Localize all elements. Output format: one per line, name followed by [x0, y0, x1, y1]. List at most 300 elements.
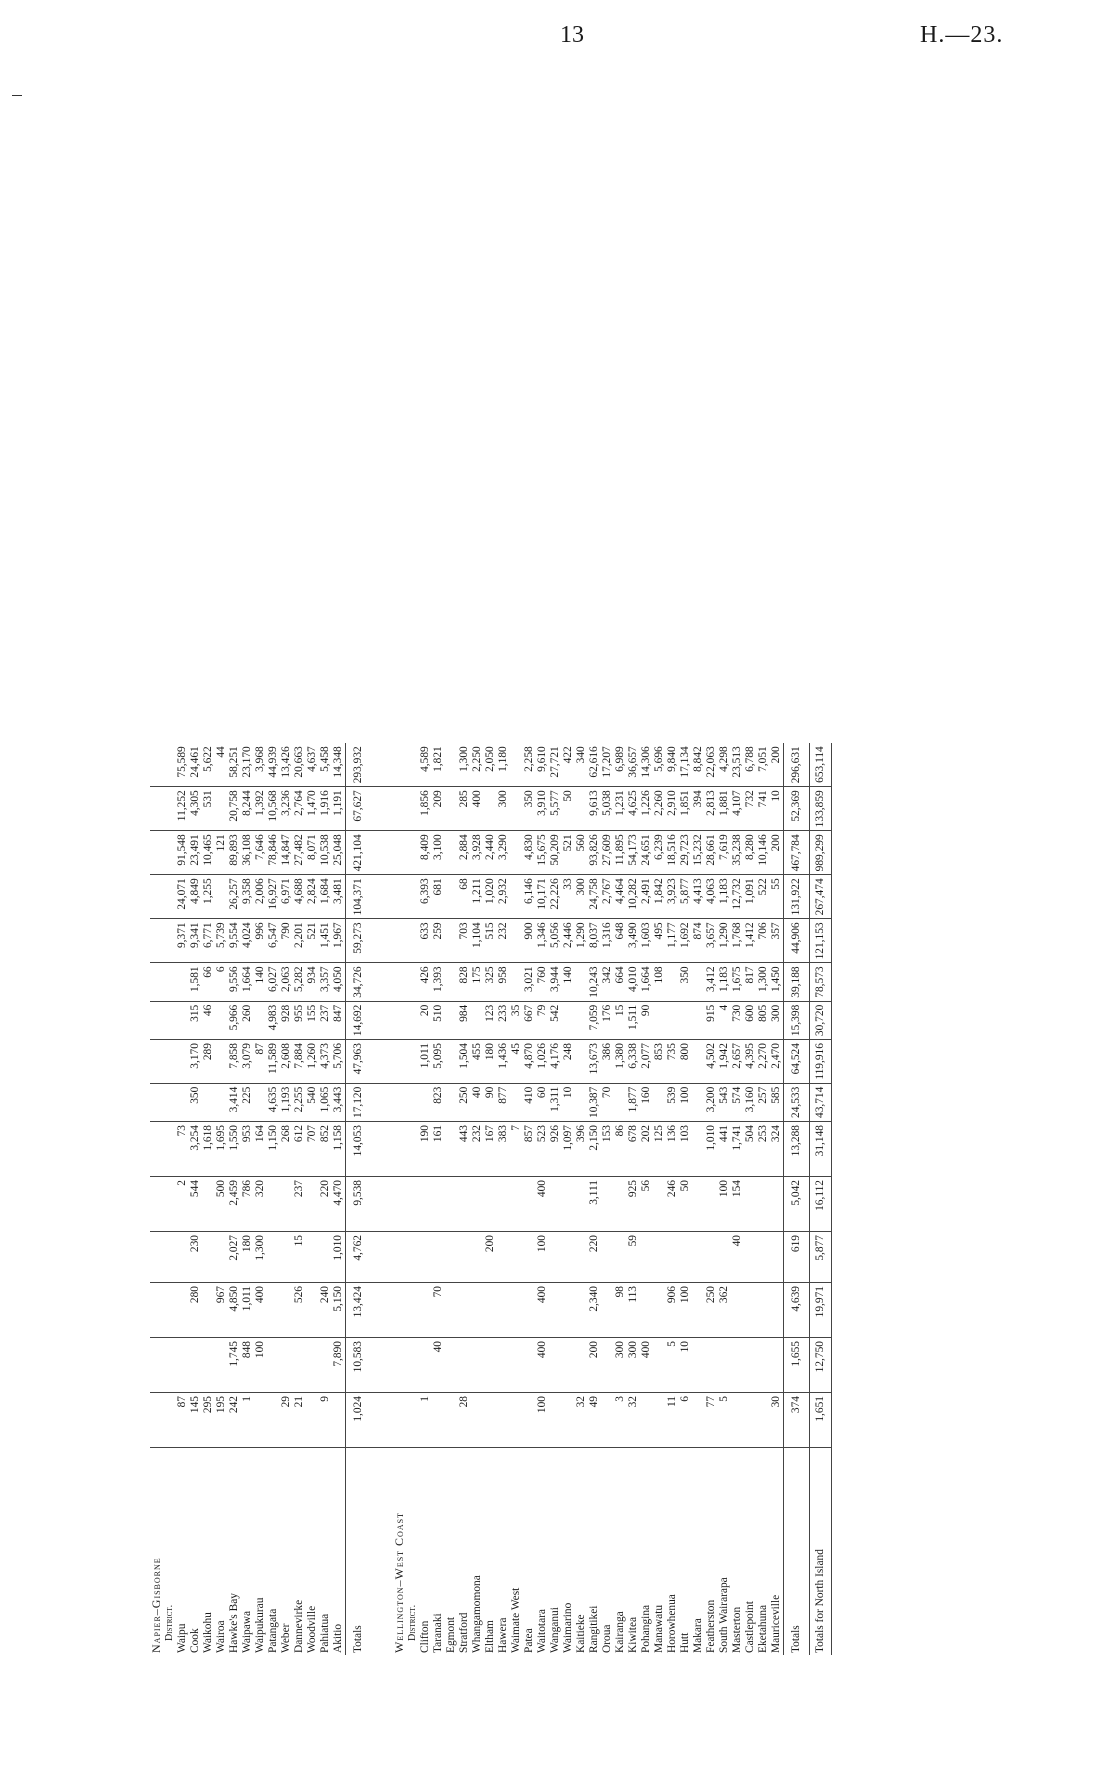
table-cell: 619: [784, 1232, 810, 1283]
table-cell: [306, 1338, 319, 1393]
table-cell: 9: [319, 1393, 332, 1448]
table-cell: [150, 1040, 163, 1084]
table-cell: 2,006: [254, 875, 267, 919]
table-cell: 8,842: [692, 743, 705, 787]
table-cell: 78,846: [267, 831, 280, 875]
table-cell: 5,877: [679, 875, 692, 919]
table-cell: [445, 963, 458, 1001]
table-cell: 7,619: [718, 831, 731, 875]
table-cell: 2,250: [471, 743, 484, 787]
table-cell: 6: [679, 1393, 692, 1448]
table-cell: 967: [215, 1283, 228, 1338]
table-cell: 30,720: [810, 1001, 832, 1039]
table-cell: 10,568: [267, 787, 280, 831]
table-cell: [280, 1283, 293, 1338]
table-cell: [150, 787, 163, 831]
table-cell: [510, 1232, 523, 1283]
table-cell: [371, 875, 393, 919]
table-cell: [406, 743, 419, 787]
table-cell: [319, 1338, 332, 1393]
table-cell: [393, 875, 406, 919]
table-cell: 1,311: [549, 1083, 562, 1121]
table-row: [432, 743, 445, 1655]
row-label: Patangata: [267, 1608, 279, 1653]
table-cell: 257: [757, 1083, 770, 1121]
table-cell: 9,556: [228, 963, 241, 1001]
table-cell: 1,150: [267, 1122, 280, 1177]
table-cell: 98: [614, 1283, 627, 1338]
table-cell: 34,726: [346, 963, 372, 1001]
table-cell: 2,027: [228, 1232, 241, 1283]
table-cell: 1,618: [202, 1122, 215, 1177]
table-cell: 2,608: [280, 1040, 293, 1084]
table-cell: 4,107: [731, 787, 744, 831]
table-cell: 175: [471, 963, 484, 1001]
table-cell: [549, 1338, 562, 1393]
table-cell: [202, 1177, 215, 1232]
table-cell: [757, 1283, 770, 1338]
table-cell: 1,183: [718, 963, 731, 1001]
table-cell: 1,158: [332, 1122, 346, 1177]
table-cell: 877: [497, 1083, 510, 1121]
table-cell: 681: [432, 875, 445, 919]
table-cell: 79: [536, 1001, 549, 1039]
table-cell: [562, 1393, 575, 1448]
table-cell: 28,661: [705, 831, 718, 875]
table-cell: 29: [280, 1393, 293, 1448]
table-cell: 1,011: [419, 1040, 432, 1084]
table-cell: 6,027: [267, 963, 280, 1001]
table-cell: 1,675: [731, 963, 744, 1001]
row-label: Castlepoint: [744, 1601, 756, 1653]
table-row: [614, 743, 627, 1655]
table-cell: [692, 1083, 705, 1121]
table-cell: [150, 1001, 163, 1039]
table-cell: 10: [770, 787, 784, 831]
table-cell: 4,625: [627, 787, 640, 831]
table-cell: 3,968: [254, 743, 267, 787]
table-cell: 3,254: [189, 1122, 202, 1177]
table-cell: 10,465: [202, 831, 215, 875]
table-cell: 1,180: [497, 743, 510, 787]
table-cell: 400: [536, 1177, 549, 1232]
table-cell: 2,459: [228, 1177, 241, 1232]
table-cell: 14,053: [346, 1122, 372, 1177]
table-cell: [419, 1338, 432, 1393]
table-cell: [254, 1393, 267, 1448]
table-cell: 14,847: [280, 831, 293, 875]
table-cell: 267,474: [810, 875, 832, 919]
table-cell: [215, 1338, 228, 1393]
table-cell: 3,657: [705, 919, 718, 963]
table-cell: 9,371: [176, 919, 189, 963]
table-cell: 5,150: [332, 1283, 346, 1338]
table-cell: 521: [562, 831, 575, 875]
table-cell: [575, 787, 588, 831]
table-cell: 4,176: [549, 1040, 562, 1084]
table-cell: 2,491: [640, 875, 653, 919]
table-cell: 5: [718, 1393, 731, 1448]
table-cell: [510, 743, 523, 787]
table-cell: [471, 1177, 484, 1232]
table-cell: [445, 1232, 458, 1283]
table-cell: 66: [202, 963, 215, 1001]
table-cell: [510, 1177, 523, 1232]
table-cell: 1,581: [189, 963, 202, 1001]
table-cell: 934: [306, 963, 319, 1001]
table-cell: 164: [254, 1122, 267, 1177]
table-cell: [163, 1083, 176, 1121]
table-row: [176, 743, 189, 1655]
table-row: [549, 743, 562, 1655]
table-cell: 828: [458, 963, 471, 1001]
table-cell: 2,077: [640, 1040, 653, 1084]
table-cell: 202: [640, 1122, 653, 1177]
table-cell: [484, 1393, 497, 1448]
table-cell: 455: [471, 1040, 484, 1084]
section-subheading: [406, 743, 419, 1655]
table-cell: 5: [666, 1338, 679, 1393]
table-cell: 100: [536, 1232, 549, 1283]
table-cell: 246: [666, 1177, 679, 1232]
table-cell: [393, 1283, 406, 1338]
table-cell: [757, 1338, 770, 1393]
table-row: [241, 743, 254, 1655]
table-cell: [371, 1338, 393, 1393]
table-cell: 3,414: [228, 1083, 241, 1121]
table-cell: [215, 787, 228, 831]
table-cell: [267, 1393, 280, 1448]
table-cell: [562, 1001, 575, 1039]
table-cell: [176, 1338, 189, 1393]
table-cell: 24,533: [784, 1083, 810, 1121]
table-cell: [757, 1232, 770, 1283]
table-cell: 23,491: [189, 831, 202, 875]
table-cell: 154: [731, 1177, 744, 1232]
table-cell: 1: [419, 1393, 432, 1448]
row-label: Hawera: [497, 1617, 509, 1653]
table-cell: 15: [293, 1232, 306, 1283]
table-cell: 12,732: [731, 875, 744, 919]
table-cell: 56: [640, 1177, 653, 1232]
table-cell: 3,290: [497, 831, 510, 875]
table-cell: 5,877: [810, 1232, 832, 1283]
table-cell: [692, 1122, 705, 1177]
table-cell: [445, 1177, 458, 1232]
table-cell: 874: [692, 919, 705, 963]
table-cell: 2,258: [523, 743, 536, 787]
table-cell: 342: [601, 963, 614, 1001]
table-cell: [406, 1393, 419, 1448]
table-cell: [419, 1083, 432, 1121]
table-cell: 10,387: [588, 1083, 601, 1121]
table-cell: 996: [254, 919, 267, 963]
table-cell: 25,048: [332, 831, 346, 875]
row-label: Weber: [280, 1623, 292, 1653]
table-cell: 23,513: [731, 743, 744, 787]
table-cell: 325: [484, 963, 497, 1001]
table-cell: 2,440: [484, 831, 497, 875]
table-cell: [393, 787, 406, 831]
table-cell: 2,150: [588, 1122, 601, 1177]
table-cell: 268: [280, 1122, 293, 1177]
table-row: [627, 743, 640, 1655]
table-cell: 7,646: [254, 831, 267, 875]
table-cell: 953: [241, 1122, 254, 1177]
table-row: [228, 743, 241, 1655]
table-cell: 22,063: [705, 743, 718, 787]
table-cell: [371, 919, 393, 963]
table-cell: 544: [189, 1177, 202, 1232]
table-cell: 10: [679, 1338, 692, 1393]
table-cell: 6,547: [267, 919, 280, 963]
table-cell: 10,171: [536, 875, 549, 919]
table-cell: 1,097: [562, 1122, 575, 1177]
row-label: Patea: [523, 1628, 535, 1653]
row-label: Horowhenua: [666, 1594, 678, 1653]
table-cell: 5,622: [202, 743, 215, 787]
table-cell: [393, 1122, 406, 1177]
row-label: Egmont: [445, 1616, 457, 1653]
table-cell: 160: [640, 1083, 653, 1121]
table-cell: 955: [293, 1001, 306, 1039]
table-cell: 86: [614, 1122, 627, 1177]
row-label: Napier–Gisborne: [149, 1557, 163, 1653]
table-cell: [176, 1083, 189, 1121]
row-label: Totals: [784, 1448, 810, 1656]
table-cell: 805: [757, 1001, 770, 1039]
table-cell: 20: [419, 1001, 432, 1039]
table-cell: 1,821: [432, 743, 445, 787]
row-label: Mauriceville: [770, 1594, 782, 1653]
table-cell: 4,688: [293, 875, 306, 919]
table-cell: 3,910: [536, 787, 549, 831]
table-cell: 176: [601, 1001, 614, 1039]
table-cell: [562, 1283, 575, 1338]
table-row: [692, 743, 705, 1655]
table-cell: 91,548: [176, 831, 189, 875]
table-cell: [562, 1338, 575, 1393]
table-cell: 324: [770, 1122, 784, 1177]
table-cell: 3,443: [332, 1083, 346, 1121]
table-row: [705, 743, 718, 1655]
table-cell: 136: [666, 1122, 679, 1177]
table-cell: 1,412: [744, 919, 757, 963]
table-cell: [432, 1177, 445, 1232]
table-cell: 44,906: [784, 919, 810, 963]
table-cell: 1,380: [614, 1040, 627, 1084]
table-cell: 9,554: [228, 919, 241, 963]
margin-mark: [12, 95, 22, 96]
table-cell: 1,020: [484, 875, 497, 919]
table-cell: [510, 875, 523, 919]
table-cell: [692, 963, 705, 1001]
table-cell: 289: [202, 1040, 215, 1084]
table-cell: 5,577: [549, 787, 562, 831]
table-cell: 2,910: [666, 787, 679, 831]
row-label: Woodville: [306, 1605, 318, 1653]
table-cell: 540: [306, 1083, 319, 1121]
row-label: Makara: [692, 1618, 704, 1653]
table-cell: 300: [770, 1001, 784, 1039]
table-cell: 20,663: [293, 743, 306, 787]
table-cell: 4,395: [744, 1040, 757, 1084]
table-cell: 4,413: [692, 875, 705, 919]
table-cell: 240: [319, 1283, 332, 1338]
table-cell: [163, 1040, 176, 1084]
table-cell: [653, 1393, 666, 1448]
table-cell: 707: [306, 1122, 319, 1177]
table-cell: 1,260: [306, 1040, 319, 1084]
table-cell: 10,538: [319, 831, 332, 875]
table-cell: [692, 1001, 705, 1039]
table-cell: [202, 1232, 215, 1283]
table-cell: [666, 1001, 679, 1039]
table-cell: 3,021: [523, 963, 536, 1001]
table-cell: [163, 1338, 176, 1393]
table-cell: 52,369: [784, 787, 810, 831]
row-label: Totals for North Island: [810, 1448, 832, 1656]
table-cell: 40: [731, 1232, 744, 1283]
table-cell: 3,160: [744, 1083, 757, 1121]
table-cell: 145: [189, 1393, 202, 1448]
table-cell: [163, 743, 176, 787]
table-cell: 40: [432, 1338, 445, 1393]
table-cell: [770, 1283, 784, 1338]
table-cell: 253: [757, 1122, 770, 1177]
row-label: Waimate West: [510, 1587, 522, 1653]
table-cell: 510: [432, 1001, 445, 1039]
table-cell: [666, 963, 679, 1001]
table-cell: 5,282: [293, 963, 306, 1001]
table-cell: 300: [627, 1338, 640, 1393]
table-cell: 44: [215, 743, 228, 787]
table-cell: [406, 1040, 419, 1084]
table-cell: 75,589: [176, 743, 189, 787]
table-cell: 1,393: [432, 963, 445, 1001]
table-cell: 31,148: [810, 1122, 832, 1177]
table-cell: 59: [627, 1232, 640, 1283]
table-cell: 153: [601, 1122, 614, 1177]
table-cell: [692, 1393, 705, 1448]
table-cell: 121: [215, 831, 228, 875]
table-cell: 664: [614, 963, 627, 1001]
table-cell: 121,153: [810, 919, 832, 963]
table-cell: 847: [332, 1001, 346, 1039]
row-label: Whangamomona: [471, 1575, 483, 1653]
table-cell: 383: [497, 1122, 510, 1177]
table-cell: 3,170: [189, 1040, 202, 1084]
table-cell: 1,010: [332, 1232, 346, 1283]
table-cell: 585: [770, 1083, 784, 1121]
table-cell: 560: [575, 831, 588, 875]
table-cell: [575, 1083, 588, 1121]
table-cell: [215, 875, 228, 919]
table-cell: 180: [241, 1232, 254, 1283]
table-cell: [280, 1232, 293, 1283]
grand-totals-row: [810, 743, 832, 1655]
table-cell: [445, 1001, 458, 1039]
row-label: Wairoa: [215, 1620, 227, 1653]
table-cell: 543: [718, 1083, 731, 1121]
table-cell: 539: [666, 1083, 679, 1121]
table-cell: 6: [215, 963, 228, 1001]
table-cell: 161: [432, 1122, 445, 1177]
row-label: South Wairarapa: [718, 1577, 730, 1653]
table-cell: 14,348: [332, 743, 346, 787]
table-cell: [215, 1001, 228, 1039]
table-cell: 232: [471, 1122, 484, 1177]
table-cell: 9,538: [346, 1177, 372, 1232]
table-cell: 248: [562, 1040, 575, 1084]
table-cell: 50: [679, 1177, 692, 1232]
table-cell: 2,932: [497, 875, 510, 919]
row-label: Wellington–West Coast: [392, 1512, 406, 1653]
table-cell: 100: [718, 1177, 731, 1232]
table-cell: 6,788: [744, 743, 757, 787]
table-cell: 293,932: [346, 743, 372, 787]
table-cell: 39,188: [784, 963, 810, 1001]
table-cell: [319, 1232, 332, 1283]
table-cell: 4,298: [718, 743, 731, 787]
table-cell: [406, 1283, 419, 1338]
table-cell: [614, 1232, 627, 1283]
table-cell: [406, 1083, 419, 1121]
table-cell: [202, 1338, 215, 1393]
table-cell: 250: [705, 1283, 718, 1338]
table-cell: 89,893: [228, 831, 241, 875]
section-subheading: [163, 743, 176, 1655]
table-cell: 20,758: [228, 787, 241, 831]
row-label: Totals: [346, 1448, 372, 1656]
table-cell: [445, 919, 458, 963]
table-cell: [150, 1083, 163, 1121]
table-cell: 113: [627, 1283, 640, 1338]
table-cell: [267, 1232, 280, 1283]
table-cell: [189, 1338, 202, 1393]
table-cell: 30: [770, 1393, 784, 1448]
table-cell: [445, 831, 458, 875]
table-row: [523, 743, 536, 1655]
table-cell: [640, 1393, 653, 1448]
table-cell: 259: [432, 919, 445, 963]
table-cell: 4,470: [332, 1177, 346, 1232]
table-cell: 1,504: [458, 1040, 471, 1084]
table-cell: [471, 1232, 484, 1283]
table-cell: [497, 1177, 510, 1232]
table-cell: 1,684: [319, 875, 332, 919]
table-cell: [163, 963, 176, 1001]
table-cell: [614, 1177, 627, 1232]
table-cell: [484, 1338, 497, 1393]
table-cell: 1,745: [228, 1338, 241, 1393]
table-cell: 926: [549, 1122, 562, 1177]
totals-row: [784, 743, 810, 1655]
table-cell: 648: [614, 919, 627, 963]
table-cell: 155: [306, 1001, 319, 1039]
table-cell: [692, 1177, 705, 1232]
table-cell: 1,692: [679, 919, 692, 963]
table-cell: [445, 743, 458, 787]
table-cell: 33: [562, 875, 575, 919]
table-cell: 732: [744, 787, 757, 831]
table-cell: 4,305: [189, 787, 202, 831]
table-cell: 1,741: [731, 1122, 744, 1177]
table-cell: [163, 787, 176, 831]
table-cell: 2,063: [280, 963, 293, 1001]
table-cell: 848: [241, 1338, 254, 1393]
table-cell: [254, 1083, 267, 1121]
